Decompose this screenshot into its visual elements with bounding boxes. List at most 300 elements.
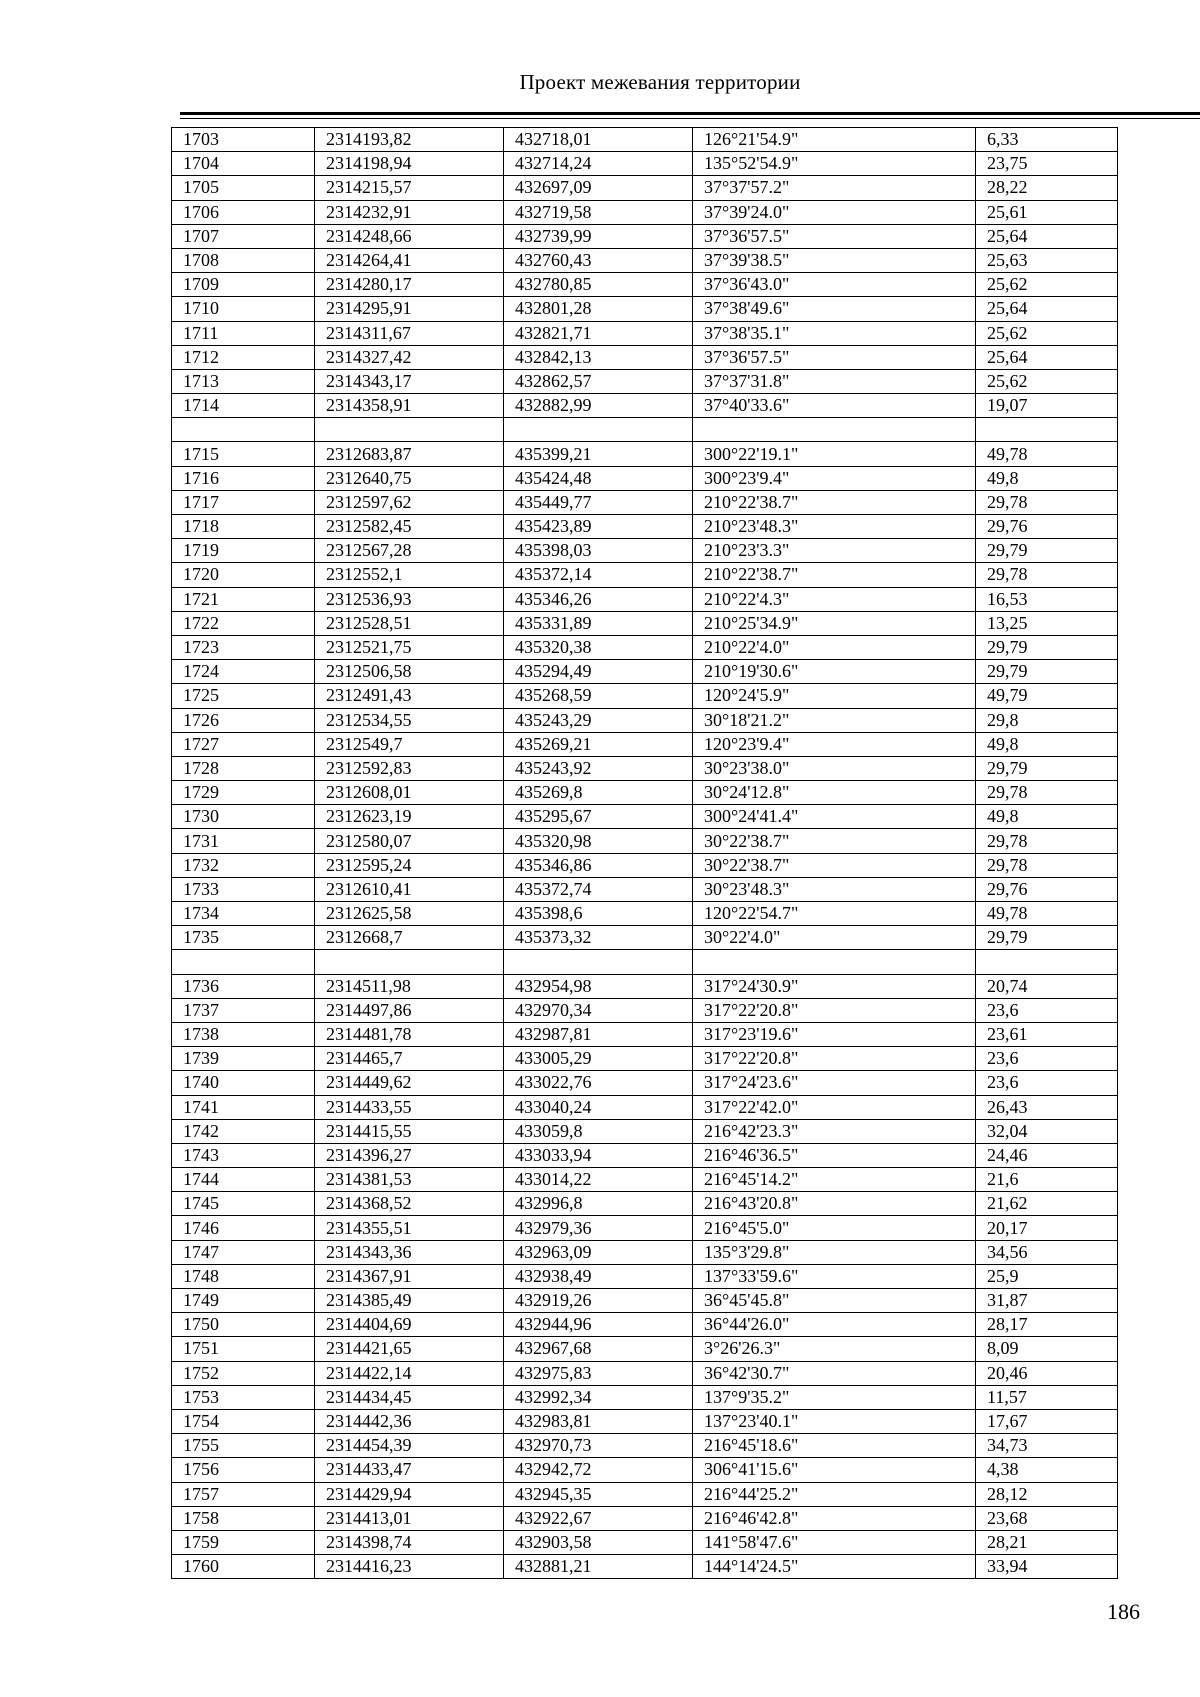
direction-angle-cell: 37°40'33.6" [693,394,976,418]
direction-angle-cell: 36°42'30.7" [693,1361,976,1385]
x-coordinate-cell: 2312623,19 [315,805,504,829]
point-number-cell: 1737 [172,998,315,1022]
distance-cell: 49,8 [976,732,1118,756]
distance-cell: 49,8 [976,805,1118,829]
point-number-cell: 1754 [172,1409,315,1433]
direction-angle-cell: 36°44'26.0" [693,1313,976,1337]
y-coordinate-cell: 435398,6 [504,902,693,926]
x-coordinate-cell: 2314421,65 [315,1337,504,1361]
table-row [172,660,1118,684]
distance-cell: 29,79 [976,926,1118,950]
table-row [172,273,1118,297]
point-number-cell: 1711 [172,321,315,345]
table-row [172,1434,1118,1458]
table-row [172,224,1118,248]
table-row [172,418,1118,442]
x-coordinate-cell: 2314367,91 [315,1264,504,1288]
table-row [172,1240,1118,1264]
y-coordinate-cell: 435268,59 [504,684,693,708]
direction-angle-cell: 216°45'5.0" [693,1216,976,1240]
point-number-cell: 1745 [172,1192,315,1216]
distance-cell: 21,6 [976,1168,1118,1192]
point-number-cell: 1753 [172,1385,315,1409]
direction-angle-cell: 216°43'20.8" [693,1192,976,1216]
direction-angle-cell: 37°38'35.1" [693,321,976,345]
table-row [172,853,1118,877]
x-coordinate-cell: 2314454,39 [315,1434,504,1458]
y-coordinate-cell: 432760,43 [504,248,693,272]
y-coordinate-cell: 435269,21 [504,732,693,756]
header-rule-thin [180,118,1200,119]
y-coordinate-cell: 432954,98 [504,974,693,998]
page-title: Проект межевания территории [519,70,801,94]
x-coordinate-cell: 2312552,1 [315,563,504,587]
direction-angle-cell: 30°23'48.3" [693,877,976,901]
x-coordinate-cell: 2314422,14 [315,1361,504,1385]
table-row [172,1168,1118,1192]
point-number-cell: 1720 [172,563,315,587]
distance-cell: 34,56 [976,1240,1118,1264]
distance-cell: 29,78 [976,563,1118,587]
table-row [172,1337,1118,1361]
distance-cell: 25,63 [976,248,1118,272]
point-number-cell: 1727 [172,732,315,756]
distance-cell [976,950,1118,974]
coordinates-table [171,127,1118,1579]
point-number-cell: 1748 [172,1264,315,1288]
y-coordinate-cell: 435346,86 [504,853,693,877]
direction-angle-cell: 37°39'24.0" [693,200,976,224]
point-number-cell: 1706 [172,200,315,224]
direction-angle-cell [693,418,976,442]
x-coordinate-cell: 2314215,57 [315,176,504,200]
x-coordinate-cell: 2314385,49 [315,1289,504,1313]
table-row [172,805,1118,829]
y-coordinate-cell: 432801,28 [504,297,693,321]
table-row [172,829,1118,853]
y-coordinate-cell: 435294,49 [504,660,693,684]
x-coordinate-cell: 2314248,66 [315,224,504,248]
direction-angle-cell: 216°45'18.6" [693,1434,976,1458]
table-row [172,587,1118,611]
table-row [172,297,1118,321]
y-coordinate-cell: 432992,34 [504,1385,693,1409]
direction-angle-cell: 135°52'54.9" [693,152,976,176]
point-number-cell: 1755 [172,1434,315,1458]
y-coordinate-cell: 435372,14 [504,563,693,587]
page-number: 186 [1107,1599,1140,1624]
point-number-cell: 1750 [172,1313,315,1337]
point-number-cell: 1713 [172,369,315,393]
table-row [172,466,1118,490]
y-coordinate-cell: 435373,32 [504,926,693,950]
x-coordinate-cell: 2314368,52 [315,1192,504,1216]
direction-angle-cell: 37°37'57.2" [693,176,976,200]
direction-angle-cell: 216°46'36.5" [693,1143,976,1167]
y-coordinate-cell: 435399,21 [504,442,693,466]
point-number-cell: 1732 [172,853,315,877]
table-row [172,1385,1118,1409]
table-row [172,781,1118,805]
table-row [172,1409,1118,1433]
direction-angle-cell: 210°19'30.6" [693,660,976,684]
x-coordinate-cell: 2314416,23 [315,1555,504,1579]
y-coordinate-cell: 432919,26 [504,1289,693,1313]
direction-angle-cell: 3°26'26.3" [693,1337,976,1361]
x-coordinate-cell: 2312534,55 [315,708,504,732]
x-coordinate-cell: 2314327,42 [315,345,504,369]
distance-cell: 6,33 [976,128,1118,152]
y-coordinate-cell: 432945,35 [504,1482,693,1506]
direction-angle-cell: 210°23'48.3" [693,515,976,539]
point-number-cell: 1752 [172,1361,315,1385]
x-coordinate-cell: 2312580,07 [315,829,504,853]
direction-angle-cell: 216°42'23.3" [693,1119,976,1143]
direction-angle-cell: 300°24'41.4" [693,805,976,829]
x-coordinate-cell: 2312608,01 [315,781,504,805]
direction-angle-cell: 37°38'49.6" [693,297,976,321]
x-coordinate-cell: 2314415,55 [315,1119,504,1143]
distance-cell: 28,21 [976,1530,1118,1554]
distance-cell: 26,43 [976,1095,1118,1119]
point-number-cell: 1703 [172,128,315,152]
y-coordinate-cell: 435320,38 [504,635,693,659]
direction-angle-cell: 126°21'54.9" [693,128,976,152]
distance-cell: 49,78 [976,902,1118,926]
distance-cell: 16,53 [976,587,1118,611]
y-coordinate-cell: 432719,58 [504,200,693,224]
distance-cell: 23,75 [976,152,1118,176]
distance-cell: 28,22 [976,176,1118,200]
point-number-cell: 1726 [172,708,315,732]
direction-angle-cell: 30°24'12.8" [693,781,976,805]
distance-cell: 29,78 [976,490,1118,514]
x-coordinate-cell: 2314264,41 [315,248,504,272]
y-coordinate-cell: 432780,85 [504,273,693,297]
x-coordinate-cell: 2314434,45 [315,1385,504,1409]
table-row [172,1313,1118,1337]
x-coordinate-cell: 2312491,43 [315,684,504,708]
x-coordinate-cell [315,418,504,442]
distance-cell: 25,62 [976,273,1118,297]
y-coordinate-cell: 432862,57 [504,369,693,393]
table-row [172,1071,1118,1095]
y-coordinate-cell: 433040,24 [504,1095,693,1119]
x-coordinate-cell [315,950,504,974]
x-coordinate-cell: 2314511,98 [315,974,504,998]
y-coordinate-cell: 432882,99 [504,394,693,418]
x-coordinate-cell: 2314355,51 [315,1216,504,1240]
table-row [172,515,1118,539]
point-number-cell: 1704 [172,152,315,176]
y-coordinate-cell: 433005,29 [504,1047,693,1071]
y-coordinate-cell: 435243,29 [504,708,693,732]
table-row [172,321,1118,345]
x-coordinate-cell: 2314465,7 [315,1047,504,1071]
y-coordinate-cell: 433033,94 [504,1143,693,1167]
y-coordinate-cell: 435449,77 [504,490,693,514]
y-coordinate-cell: 433014,22 [504,1168,693,1192]
distance-cell: 25,64 [976,224,1118,248]
y-coordinate-cell: 435320,98 [504,829,693,853]
y-coordinate-cell: 435398,03 [504,539,693,563]
distance-cell: 25,64 [976,345,1118,369]
x-coordinate-cell: 2314449,62 [315,1071,504,1095]
point-number-cell: 1714 [172,394,315,418]
distance-cell: 20,74 [976,974,1118,998]
x-coordinate-cell: 2314343,36 [315,1240,504,1264]
y-coordinate-cell: 435372,74 [504,877,693,901]
y-coordinate-cell: 432967,68 [504,1337,693,1361]
point-number-cell: 1757 [172,1482,315,1506]
distance-cell: 24,46 [976,1143,1118,1167]
direction-angle-cell: 216°45'14.2" [693,1168,976,1192]
direction-angle-cell: 210°25'34.9" [693,611,976,635]
point-number-cell: 1725 [172,684,315,708]
distance-cell: 23,6 [976,998,1118,1022]
table-row [172,248,1118,272]
distance-cell: 29,78 [976,829,1118,853]
point-number-cell: 1712 [172,345,315,369]
distance-cell: 29,78 [976,781,1118,805]
direction-angle-cell: 30°22'38.7" [693,829,976,853]
table-row [172,1095,1118,1119]
x-coordinate-cell: 2312536,93 [315,587,504,611]
point-number-cell: 1719 [172,539,315,563]
y-coordinate-cell: 432996,8 [504,1192,693,1216]
x-coordinate-cell: 2312668,7 [315,926,504,950]
direction-angle-cell: 120°22'54.7" [693,902,976,926]
direction-angle-cell: 30°22'38.7" [693,853,976,877]
table-row [172,200,1118,224]
distance-cell: 20,46 [976,1361,1118,1385]
table-row [172,1264,1118,1288]
distance-cell: 25,64 [976,297,1118,321]
distance-cell: 29,8 [976,708,1118,732]
point-number-cell: 1736 [172,974,315,998]
direction-angle-cell: 135°3'29.8" [693,1240,976,1264]
direction-angle-cell: 36°45'45.8" [693,1289,976,1313]
table-row [172,539,1118,563]
table-row [172,1119,1118,1143]
point-number-cell: 1730 [172,805,315,829]
y-coordinate-cell: 432963,09 [504,1240,693,1264]
x-coordinate-cell: 2314404,69 [315,1313,504,1337]
distance-cell: 11,57 [976,1385,1118,1409]
y-coordinate-cell: 435269,8 [504,781,693,805]
x-coordinate-cell: 2312506,58 [315,660,504,684]
direction-angle-cell: 30°18'21.2" [693,708,976,732]
direction-angle-cell: 141°58'47.6" [693,1530,976,1554]
table-row [172,1047,1118,1071]
y-coordinate-cell [504,950,693,974]
coordinates-table-body [172,128,1118,1579]
y-coordinate-cell: 432714,24 [504,152,693,176]
distance-cell: 49,8 [976,466,1118,490]
point-number-cell: 1733 [172,877,315,901]
direction-angle-cell: 216°44'25.2" [693,1482,976,1506]
table-row [172,345,1118,369]
table-row [172,442,1118,466]
point-number-cell: 1721 [172,587,315,611]
direction-angle-cell: 210°23'3.3" [693,539,976,563]
x-coordinate-cell: 2312595,24 [315,853,504,877]
table-row [172,974,1118,998]
x-coordinate-cell: 2312683,87 [315,442,504,466]
distance-cell: 29,79 [976,539,1118,563]
y-coordinate-cell: 435331,89 [504,611,693,635]
point-number-cell: 1731 [172,829,315,853]
direction-angle-cell: 300°22'19.1" [693,442,976,466]
table-row [172,1216,1118,1240]
direction-angle-cell: 120°23'9.4" [693,732,976,756]
point-number-cell: 1708 [172,248,315,272]
point-number-cell: 1746 [172,1216,315,1240]
table-row [172,756,1118,780]
distance-cell: 8,09 [976,1337,1118,1361]
point-number-cell: 1760 [172,1555,315,1579]
x-coordinate-cell: 2312521,75 [315,635,504,659]
y-coordinate-cell: 435424,48 [504,466,693,490]
direction-angle-cell: 317°24'30.9" [693,974,976,998]
y-coordinate-cell: 432942,72 [504,1458,693,1482]
x-coordinate-cell: 2312592,83 [315,756,504,780]
table-row [172,394,1118,418]
table-row [172,950,1118,974]
distance-cell: 29,78 [976,853,1118,877]
y-coordinate-cell: 432881,21 [504,1555,693,1579]
point-number-cell: 1751 [172,1337,315,1361]
distance-cell: 29,79 [976,756,1118,780]
direction-angle-cell: 37°36'57.5" [693,345,976,369]
table-row [172,1192,1118,1216]
direction-angle-cell: 30°22'4.0" [693,926,976,950]
y-coordinate-cell: 435243,92 [504,756,693,780]
table-row [172,1555,1118,1579]
x-coordinate-cell: 2314497,86 [315,998,504,1022]
distance-cell: 25,62 [976,369,1118,393]
distance-cell: 29,76 [976,515,1118,539]
y-coordinate-cell: 432922,67 [504,1506,693,1530]
point-number-cell: 1741 [172,1095,315,1119]
direction-angle-cell: 210°22'38.7" [693,490,976,514]
direction-angle-cell: 317°23'19.6" [693,1022,976,1046]
distance-cell: 21,62 [976,1192,1118,1216]
table-row [172,926,1118,950]
direction-angle-cell: 137°23'40.1" [693,1409,976,1433]
distance-cell: 33,94 [976,1555,1118,1579]
point-number-cell: 1729 [172,781,315,805]
point-number-cell: 1734 [172,902,315,926]
table-row [172,1530,1118,1554]
table-row [172,877,1118,901]
distance-cell: 4,38 [976,1458,1118,1482]
direction-angle-cell: 37°36'57.5" [693,224,976,248]
table-row [172,563,1118,587]
distance-cell: 29,79 [976,660,1118,684]
y-coordinate-cell: 432944,96 [504,1313,693,1337]
direction-angle-cell: 120°24'5.9" [693,684,976,708]
table-row [172,152,1118,176]
x-coordinate-cell: 2314442,36 [315,1409,504,1433]
x-coordinate-cell: 2314193,82 [315,128,504,152]
y-coordinate-cell: 432739,99 [504,224,693,248]
y-coordinate-cell: 432718,01 [504,128,693,152]
direction-angle-cell: 317°24'23.6" [693,1071,976,1095]
distance-cell: 23,61 [976,1022,1118,1046]
point-number-cell: 1724 [172,660,315,684]
y-coordinate-cell: 432938,49 [504,1264,693,1288]
point-number-cell: 1722 [172,611,315,635]
x-coordinate-cell: 2314429,94 [315,1482,504,1506]
x-coordinate-cell: 2314481,78 [315,1022,504,1046]
distance-cell: 17,67 [976,1409,1118,1433]
direction-angle-cell: 216°46'42.8" [693,1506,976,1530]
x-coordinate-cell: 2314433,47 [315,1458,504,1482]
distance-cell: 28,17 [976,1313,1118,1337]
x-coordinate-cell: 2312567,28 [315,539,504,563]
distance-cell: 25,62 [976,321,1118,345]
point-number-cell: 1758 [172,1506,315,1530]
y-coordinate-cell: 432821,71 [504,321,693,345]
distance-cell: 23,68 [976,1506,1118,1530]
x-coordinate-cell: 2314232,91 [315,200,504,224]
direction-angle-cell: 37°39'38.5" [693,248,976,272]
point-number-cell: 1747 [172,1240,315,1264]
y-coordinate-cell: 432697,09 [504,176,693,200]
direction-angle-cell: 137°9'35.2" [693,1385,976,1409]
distance-cell: 25,9 [976,1264,1118,1288]
table-row [172,1458,1118,1482]
y-coordinate-cell: 432970,34 [504,998,693,1022]
direction-angle-cell: 317°22'20.8" [693,998,976,1022]
y-coordinate-cell: 432987,81 [504,1022,693,1046]
distance-cell: 49,79 [976,684,1118,708]
point-number-cell: 1717 [172,490,315,514]
y-coordinate-cell: 432979,36 [504,1216,693,1240]
x-coordinate-cell: 2314295,91 [315,297,504,321]
table-row [172,611,1118,635]
x-coordinate-cell: 2312582,45 [315,515,504,539]
point-number-cell: 1744 [172,1168,315,1192]
y-coordinate-cell: 432983,81 [504,1409,693,1433]
point-number-cell: 1740 [172,1071,315,1095]
table-row [172,1022,1118,1046]
distance-cell: 13,25 [976,611,1118,635]
table-row [172,490,1118,514]
point-number-cell: 1707 [172,224,315,248]
distance-cell: 32,04 [976,1119,1118,1143]
x-coordinate-cell: 2314311,67 [315,321,504,345]
point-number-cell: 1715 [172,442,315,466]
direction-angle-cell: 317°22'20.8" [693,1047,976,1071]
x-coordinate-cell: 2312640,75 [315,466,504,490]
direction-angle-cell: 210°22'4.0" [693,635,976,659]
distance-cell: 20,17 [976,1216,1118,1240]
table-row [172,1482,1118,1506]
direction-angle-cell: 37°37'31.8" [693,369,976,393]
direction-angle-cell: 210°22'4.3" [693,587,976,611]
x-coordinate-cell: 2314398,74 [315,1530,504,1554]
table-row [172,1361,1118,1385]
direction-angle-cell [693,950,976,974]
x-coordinate-cell: 2314413,01 [315,1506,504,1530]
x-coordinate-cell: 2314396,27 [315,1143,504,1167]
x-coordinate-cell: 2312549,7 [315,732,504,756]
table-row [172,708,1118,732]
x-coordinate-cell: 2314381,53 [315,1168,504,1192]
direction-angle-cell: 137°33'59.6" [693,1264,976,1288]
